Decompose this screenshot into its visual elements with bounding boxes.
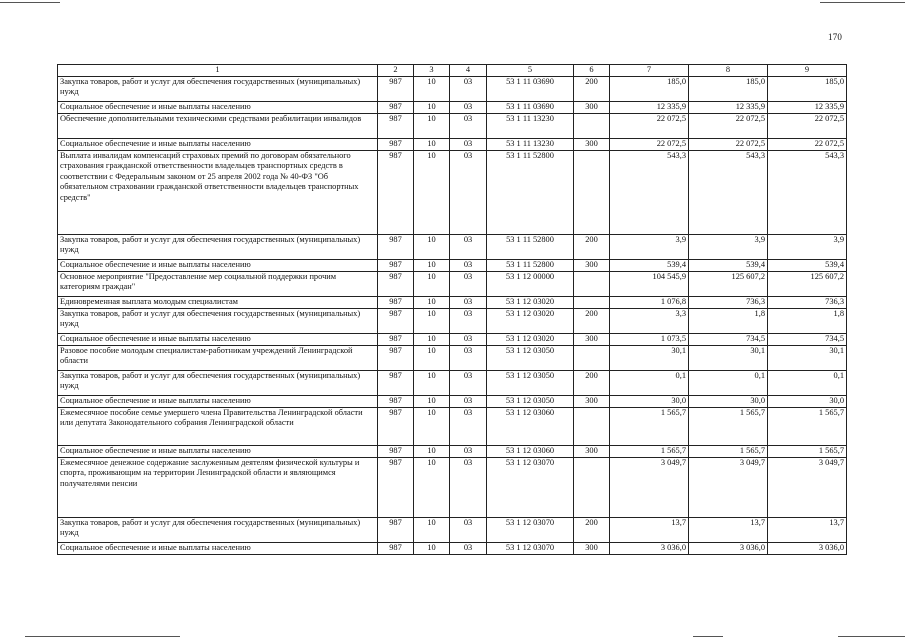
expense-type-cell (574, 296, 610, 308)
expense-type-cell: 300 (574, 138, 610, 150)
header-cell: 9 (768, 65, 847, 77)
expense-type-cell: 200 (574, 370, 610, 395)
admin-code-cell: 987 (378, 138, 414, 150)
amount-col8-cell: 0,1 (689, 370, 768, 395)
amount-col9-cell: 12 335,9 (768, 101, 847, 113)
table-row (58, 259, 847, 271)
amount-col9-cell: 22 072,5 (768, 138, 847, 150)
row-name-cell: Закупка товаров, работ и услуг для обеспечения государственных (муниципальных) нужд (58, 234, 378, 259)
scan-edge-mark (820, 2, 905, 3)
target-article-cell: 53 1 11 03690 (487, 101, 574, 113)
amount-col9-cell: 30,0 (768, 395, 847, 407)
subsection-cell: 03 (450, 271, 487, 296)
amount-col8-cell: 3 049,7 (689, 457, 768, 517)
row-name-cell: Закупка товаров, работ и услуг для обеспечения государственных (муниципальных) нужд (58, 370, 378, 395)
expense-type-cell: 300 (574, 333, 610, 345)
amount-col7-cell: 539,4 (610, 259, 689, 271)
amount-col7-cell: 185,0 (610, 76, 689, 101)
table-row (58, 407, 847, 445)
expense-type-cell: 200 (574, 234, 610, 259)
table-row (58, 234, 847, 259)
subsection-cell: 03 (450, 113, 487, 138)
table-row (58, 517, 847, 542)
amount-col7-cell: 0,1 (610, 370, 689, 395)
subsection-cell: 03 (450, 333, 487, 345)
expense-type-cell (574, 113, 610, 138)
target-article-cell: 53 1 11 52800 (487, 234, 574, 259)
section-cell: 10 (414, 308, 450, 333)
admin-code-cell: 987 (378, 445, 414, 457)
amount-col7-cell: 1 073,5 (610, 333, 689, 345)
section-cell: 10 (414, 234, 450, 259)
section-cell: 10 (414, 445, 450, 457)
subsection-cell: 03 (450, 138, 487, 150)
section-cell: 10 (414, 370, 450, 395)
section-cell: 10 (414, 271, 450, 296)
target-article-cell: 53 1 12 03070 (487, 542, 574, 554)
subsection-cell: 03 (450, 296, 487, 308)
target-article-cell: 53 1 12 03050 (487, 345, 574, 370)
table-row (58, 542, 847, 554)
admin-code-cell: 987 (378, 333, 414, 345)
amount-col7-cell: 12 335,9 (610, 101, 689, 113)
table-row (58, 333, 847, 345)
amount-col8-cell: 736,3 (689, 296, 768, 308)
subsection-cell: 03 (450, 445, 487, 457)
target-article-cell: 53 1 12 03050 (487, 370, 574, 395)
admin-code-cell: 987 (378, 517, 414, 542)
amount-col9-cell: 543,3 (768, 150, 847, 234)
amount-col8-cell: 22 072,5 (689, 138, 768, 150)
target-article-cell: 53 1 12 03020 (487, 308, 574, 333)
row-name-cell: Обеспечение дополнительными техническими средствами реабилитации инвалидов (58, 113, 378, 138)
admin-code-cell: 987 (378, 395, 414, 407)
amount-col7-cell: 3 049,7 (610, 457, 689, 517)
section-cell: 10 (414, 138, 450, 150)
amount-col7-cell: 1 565,7 (610, 407, 689, 445)
scan-edge-mark (693, 636, 723, 637)
header-cell: 4 (450, 65, 487, 77)
row-name-cell: Единовременная выплата молодым специалистам (58, 296, 378, 308)
amount-col8-cell: 1,8 (689, 308, 768, 333)
subsection-cell: 03 (450, 407, 487, 445)
target-article-cell: 53 1 12 03020 (487, 333, 574, 345)
row-name-cell: Основное мероприятие "Предоставление мер социальной поддержки прочим категориям граждан" (58, 271, 378, 296)
amount-col7-cell: 30,0 (610, 395, 689, 407)
section-cell: 10 (414, 150, 450, 234)
admin-code-cell: 987 (378, 271, 414, 296)
subsection-cell: 03 (450, 259, 487, 271)
amount-col8-cell: 30,0 (689, 395, 768, 407)
target-article-cell: 53 1 12 03070 (487, 517, 574, 542)
header-cell: 6 (574, 65, 610, 77)
budget-table (57, 64, 847, 555)
amount-col8-cell: 22 072,5 (689, 113, 768, 138)
subsection-cell: 03 (450, 150, 487, 234)
target-article-cell: 53 1 11 13230 (487, 138, 574, 150)
expense-type-cell (574, 407, 610, 445)
row-name-cell: Закупка товаров, работ и услуг для обеспечения государственных (муниципальных) нужд (58, 517, 378, 542)
admin-code-cell: 987 (378, 234, 414, 259)
expense-type-cell (574, 457, 610, 517)
amount-col9-cell: 3 036,0 (768, 542, 847, 554)
amount-col9-cell: 3,9 (768, 234, 847, 259)
admin-code-cell: 987 (378, 150, 414, 234)
admin-code-cell: 987 (378, 76, 414, 101)
header-cell: 3 (414, 65, 450, 77)
subsection-cell: 03 (450, 457, 487, 517)
row-name-cell: Социальное обеспечение и иные выплаты населению (58, 333, 378, 345)
table-row (58, 113, 847, 138)
expense-type-cell (574, 271, 610, 296)
header-cell: 1 (58, 65, 378, 77)
table-row (58, 395, 847, 407)
row-name-cell: Ежемесячное денежное содержание заслуженным деятелям физической культуры и спорта, проживающим на территории Ленинградской области и являющимся получателями пенсии (58, 457, 378, 517)
header-cell: 2 (378, 65, 414, 77)
table-row (58, 138, 847, 150)
table-row (58, 457, 847, 517)
header-cell: 8 (689, 65, 768, 77)
table-row (58, 308, 847, 333)
section-cell: 10 (414, 457, 450, 517)
amount-col8-cell: 30,1 (689, 345, 768, 370)
target-article-cell: 53 1 11 03690 (487, 76, 574, 101)
amount-col8-cell: 3 036,0 (689, 542, 768, 554)
subsection-cell: 03 (450, 395, 487, 407)
row-name-cell: Социальное обеспечение и иные выплаты населению (58, 395, 378, 407)
amount-col9-cell: 22 072,5 (768, 113, 847, 138)
admin-code-cell: 987 (378, 259, 414, 271)
section-cell: 10 (414, 259, 450, 271)
amount-col9-cell: 185,0 (768, 76, 847, 101)
row-name-cell: Выплата инвалидам компенсаций страховых премий по договорам обязательного страхования гражданской ответственности владельцев транспортных средств в соответствии с Федеральным законом от 25 апреля 2002 года № 40-ФЗ "Об обязательном страховании гражданской ответственности владельцев транспортных средств" (58, 150, 378, 234)
page-number: 170 (828, 32, 843, 42)
expense-type-cell: 300 (574, 101, 610, 113)
section-cell: 10 (414, 113, 450, 138)
amount-col8-cell: 543,3 (689, 150, 768, 234)
amount-col7-cell: 3,9 (610, 234, 689, 259)
amount-col8-cell: 3,9 (689, 234, 768, 259)
expense-type-cell: 300 (574, 395, 610, 407)
row-name-cell: Социальное обеспечение и иные выплаты населению (58, 445, 378, 457)
expense-type-cell: 200 (574, 308, 610, 333)
amount-col7-cell: 3,3 (610, 308, 689, 333)
admin-code-cell: 987 (378, 345, 414, 370)
target-article-cell: 53 1 12 03060 (487, 445, 574, 457)
amount-col9-cell: 736,3 (768, 296, 847, 308)
header-cell: 7 (610, 65, 689, 77)
amount-col9-cell: 13,7 (768, 517, 847, 542)
subsection-cell: 03 (450, 234, 487, 259)
admin-code-cell: 987 (378, 296, 414, 308)
target-article-cell: 53 1 12 03060 (487, 407, 574, 445)
table-header-row (58, 65, 847, 77)
amount-col8-cell: 125 607,2 (689, 271, 768, 296)
subsection-cell: 03 (450, 76, 487, 101)
table-row (58, 150, 847, 234)
table-row (58, 101, 847, 113)
expense-type-cell: 300 (574, 445, 610, 457)
expense-type-cell: 200 (574, 517, 610, 542)
row-name-cell: Социальное обеспечение и иные выплаты населению (58, 101, 378, 113)
section-cell: 10 (414, 76, 450, 101)
amount-col8-cell: 1 565,7 (689, 445, 768, 457)
table-row (58, 296, 847, 308)
row-name-cell: Разовое пособие молодым специалистам-работникам учреждений Ленинградской области (58, 345, 378, 370)
row-name-cell: Социальное обеспечение и иные выплаты населению (58, 259, 378, 271)
row-name-cell: Ежемесячное пособие семье умершего члена Правительства Ленинградской области или депутата Законодательного собрания Ленинградской области (58, 407, 378, 445)
table-row (58, 370, 847, 395)
amount-col8-cell: 539,4 (689, 259, 768, 271)
target-article-cell: 53 1 12 03070 (487, 457, 574, 517)
target-article-cell: 53 1 11 52800 (487, 259, 574, 271)
amount-col9-cell: 539,4 (768, 259, 847, 271)
target-article-cell: 53 1 11 52800 (487, 150, 574, 234)
expense-type-cell: 300 (574, 542, 610, 554)
table-row (58, 345, 847, 370)
amount-col9-cell: 1 565,7 (768, 445, 847, 457)
amount-col7-cell: 22 072,5 (610, 113, 689, 138)
section-cell: 10 (414, 333, 450, 345)
row-name-cell: Закупка товаров, работ и услуг для обеспечения государственных (муниципальных) нужд (58, 76, 378, 101)
amount-col8-cell: 13,7 (689, 517, 768, 542)
subsection-cell: 03 (450, 101, 487, 113)
amount-col8-cell: 1 565,7 (689, 407, 768, 445)
amount-col8-cell: 12 335,9 (689, 101, 768, 113)
amount-col7-cell: 13,7 (610, 517, 689, 542)
amount-col9-cell: 125 607,2 (768, 271, 847, 296)
admin-code-cell: 987 (378, 113, 414, 138)
expense-type-cell (574, 345, 610, 370)
amount-col9-cell: 30,1 (768, 345, 847, 370)
scan-edge-mark (0, 2, 60, 3)
row-name-cell: Социальное обеспечение и иные выплаты населению (58, 542, 378, 554)
section-cell: 10 (414, 395, 450, 407)
scan-edge-mark (25, 636, 180, 637)
target-article-cell: 53 1 12 00000 (487, 271, 574, 296)
target-article-cell: 53 1 11 13230 (487, 113, 574, 138)
amount-col7-cell: 3 036,0 (610, 542, 689, 554)
admin-code-cell: 987 (378, 308, 414, 333)
admin-code-cell: 987 (378, 457, 414, 517)
subsection-cell: 03 (450, 308, 487, 333)
section-cell: 10 (414, 101, 450, 113)
expense-type-cell (574, 150, 610, 234)
subsection-cell: 03 (450, 370, 487, 395)
amount-col7-cell: 104 545,9 (610, 271, 689, 296)
amount-col8-cell: 185,0 (689, 76, 768, 101)
amount-col7-cell: 22 072,5 (610, 138, 689, 150)
amount-col9-cell: 1,8 (768, 308, 847, 333)
amount-col9-cell: 1 565,7 (768, 407, 847, 445)
header-cell: 5 (487, 65, 574, 77)
admin-code-cell: 987 (378, 370, 414, 395)
section-cell: 10 (414, 517, 450, 542)
amount-col7-cell: 1 076,8 (610, 296, 689, 308)
admin-code-cell: 987 (378, 101, 414, 113)
expense-type-cell: 300 (574, 259, 610, 271)
subsection-cell: 03 (450, 517, 487, 542)
subsection-cell: 03 (450, 345, 487, 370)
amount-col7-cell: 30,1 (610, 345, 689, 370)
row-name-cell: Закупка товаров, работ и услуг для обеспечения государственных (муниципальных) нужд (58, 308, 378, 333)
amount-col7-cell: 1 565,7 (610, 445, 689, 457)
target-article-cell: 53 1 12 03050 (487, 395, 574, 407)
section-cell: 10 (414, 407, 450, 445)
expense-type-cell: 200 (574, 76, 610, 101)
amount-col9-cell: 734,5 (768, 333, 847, 345)
row-name-cell: Социальное обеспечение и иные выплаты населению (58, 138, 378, 150)
admin-code-cell: 987 (378, 407, 414, 445)
amount-col8-cell: 734,5 (689, 333, 768, 345)
section-cell: 10 (414, 542, 450, 554)
section-cell: 10 (414, 345, 450, 370)
table-row (58, 445, 847, 457)
amount-col9-cell: 0,1 (768, 370, 847, 395)
section-cell: 10 (414, 296, 450, 308)
amount-col9-cell: 3 049,7 (768, 457, 847, 517)
subsection-cell: 03 (450, 542, 487, 554)
amount-col7-cell: 543,3 (610, 150, 689, 234)
scan-edge-mark (838, 636, 905, 637)
table-row (58, 76, 847, 101)
target-article-cell: 53 1 12 03020 (487, 296, 574, 308)
table-row (58, 271, 847, 296)
admin-code-cell: 987 (378, 542, 414, 554)
